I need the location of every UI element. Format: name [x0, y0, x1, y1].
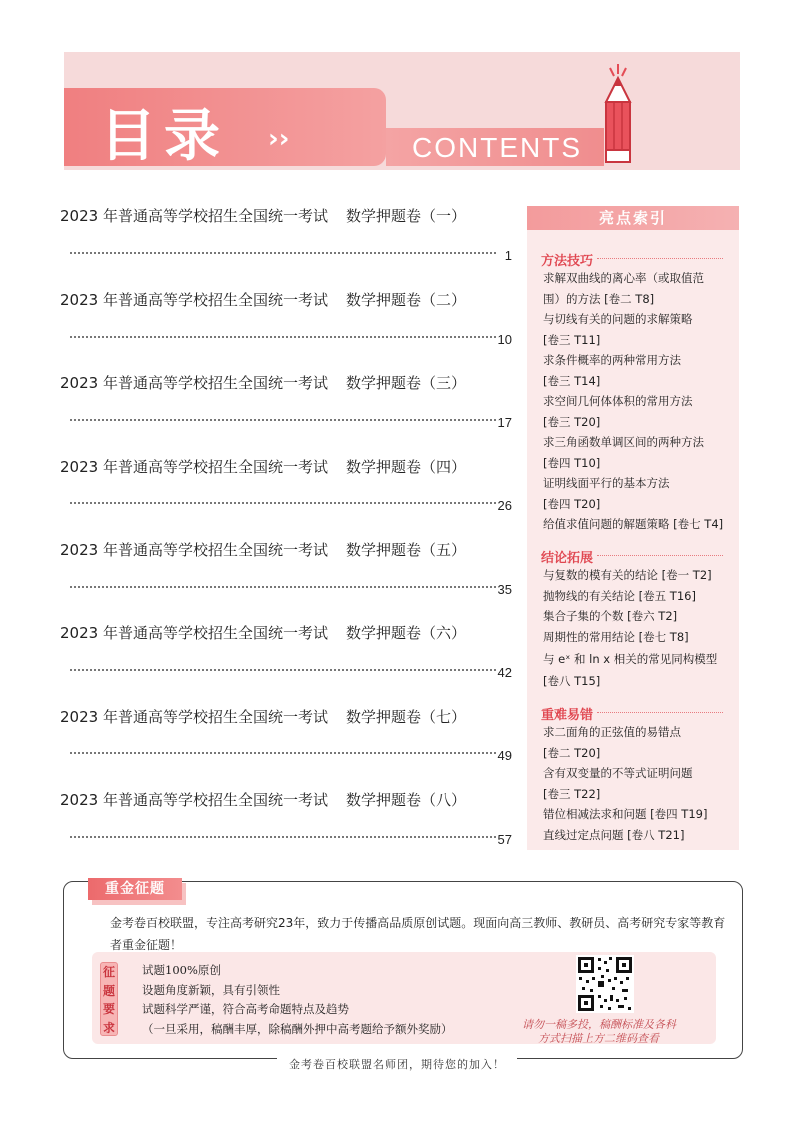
leader-dots [70, 419, 496, 421]
sidebar-line[interactable]: 求解双曲线的离心率（或取值范 [543, 271, 704, 285]
qr-note-line: 请勿一稿多投，稿酬标准及各科 [522, 1018, 676, 1031]
toc-entry-subject: 数学押题卷（一） [345, 207, 466, 225]
toc-entry-subject: 数学押题卷（三） [345, 374, 466, 392]
leader-dots [70, 252, 496, 254]
toc-page-number: 57 [497, 832, 512, 847]
toc-page-number: 35 [497, 582, 512, 597]
qr-code-icon[interactable] [576, 955, 634, 1013]
sidebar-line[interactable]: 与复数的模有关的结论 [卷一 T2] [543, 568, 712, 582]
requirements-label: 征 题 要 求 [100, 962, 118, 1036]
section-divider [597, 555, 723, 556]
section-divider [597, 258, 723, 259]
toc-page-number: 49 [497, 748, 512, 763]
sidebar-line[interactable]: 求空间几何体体积的常用方法 [543, 394, 693, 408]
requirement-item: 试题100%原创 [142, 963, 221, 977]
solicitation-tag: 重金征题 [88, 878, 182, 900]
section-title-conclusions: 结论拓展 [541, 551, 594, 566]
section-divider [597, 712, 723, 713]
toc-entry-year: 2023 年普通高等学校招生全国统一考试 [60, 374, 328, 392]
section-title-methods: 方法技巧 [541, 254, 594, 269]
sidebar-line[interactable]: [卷八 T15] [543, 674, 601, 688]
leader-dots [70, 669, 496, 671]
leader-dots [70, 502, 496, 504]
qr-note-line: 方式扫描上方二维码查看 [538, 1032, 659, 1045]
requirement-item: 设题角度新颖，具有引领性 [142, 983, 280, 997]
sidebar-line[interactable]: 求二面角的正弦值的易错点 [543, 725, 681, 739]
toc-entry-year: 2023 年普通高等学校招生全国统一考试 [60, 207, 328, 225]
leader-dots [70, 752, 496, 754]
toc-page-number: 26 [497, 498, 512, 513]
sidebar-line[interactable]: 求三角函数单调区间的两种方法 [543, 435, 704, 449]
sidebar-line[interactable]: 抛物线的有关结论 [卷五 T16] [543, 589, 696, 603]
toc-entry-year: 2023 年普通高等学校招生全国统一考试 [60, 791, 328, 809]
toc-page-number: 10 [497, 332, 512, 347]
toc-entry-subject: 数学押题卷（七） [345, 708, 466, 726]
toc-entry-year: 2023 年普通高等学校招生全国统一考试 [60, 708, 328, 726]
leader-dots [70, 336, 496, 338]
toc-entry-year: 2023 年普通高等学校招生全国统一考试 [60, 291, 328, 309]
sidebar-line[interactable]: 与 eˣ 和 ln x 相关的常见同构模型 [543, 652, 718, 666]
sidebar-line[interactable]: [卷四 T20] [543, 497, 601, 511]
sidebar-line[interactable]: 错位相减法求和问题 [卷四 T19] [543, 807, 708, 821]
sidebar-line[interactable]: 给值求值问题的解题策略 [卷七 T4] [543, 517, 724, 531]
page-title: 目录 [100, 104, 228, 169]
toc-entry-year: 2023 年普通高等学校招生全国统一考试 [60, 458, 328, 476]
sidebar-heading: 亮点索引 [527, 206, 739, 230]
leader-dots [70, 836, 496, 838]
sidebar-line[interactable]: 围）的方法 [卷二 T8] [543, 292, 655, 306]
toc-entry-year: 2023 年普通高等学校招生全国统一考试 [60, 624, 328, 642]
toc-page-number: 42 [497, 665, 512, 680]
sidebar-line[interactable]: [卷三 T11] [543, 333, 601, 347]
pencil-icon [594, 62, 642, 166]
sidebar-line[interactable]: 求条件概率的两种常用方法 [543, 353, 681, 367]
sidebar-line[interactable]: 与切线有关的问题的求解策略 [543, 312, 693, 326]
sidebar-line[interactable]: [卷三 T14] [543, 374, 601, 388]
sidebar-line[interactable]: 集合子集的个数 [卷六 T2] [543, 609, 678, 623]
section-title-pitfalls: 重难易错 [541, 708, 594, 723]
solicitation-intro: 金考卷百校联盟，专注高考研究23年，致力于传播高品质原创试题。现面向高三教师、教研员、高考研究专家等教育者重金征题！ [110, 916, 726, 952]
sidebar-line[interactable]: [卷三 T20] [543, 415, 601, 429]
toc-entry-subject: 数学押题卷（二） [345, 291, 466, 309]
contents-label: CONTENTS [412, 132, 582, 163]
toc-entry-subject: 数学押题卷（四） [345, 458, 466, 476]
sidebar-line[interactable]: 证明线面平行的基本方法 [543, 476, 670, 490]
toc-entry-subject: 数学押题卷（五） [345, 541, 466, 559]
toc-page-number: 1 [504, 248, 512, 263]
toc-entry-subject: 数学押题卷（八） [345, 791, 466, 809]
leader-dots [70, 586, 496, 588]
sidebar-line[interactable]: [卷二 T20] [543, 746, 601, 760]
toc-entry-year: 2023 年普通高等学校招生全国统一考试 [60, 541, 328, 559]
toc-entry-subject: 数学押题卷（六） [345, 624, 466, 642]
sidebar-line[interactable]: [卷三 T22] [543, 787, 601, 801]
double-chevron-icon: ›› [268, 124, 290, 154]
sidebar-line[interactable]: 周期性的常用结论 [卷七 T8] [543, 630, 689, 644]
requirement-item: （一旦采用，稿酬丰厚，除稿酬外押中高考题给予额外奖励） [142, 1022, 453, 1036]
sidebar-line[interactable]: 含有双变量的不等式证明问题 [543, 766, 693, 780]
toc-page-number: 17 [497, 415, 512, 430]
requirement-item: 试题科学严谨，符合高考命题特点及趋势 [142, 1002, 349, 1016]
sidebar-line[interactable]: [卷四 T10] [543, 456, 601, 470]
footer-note: 金考卷百校联盟名师团，期待您的加入！ [0, 1053, 794, 1072]
sidebar-line[interactable]: 直线过定点问题 [卷八 T21] [543, 828, 685, 842]
